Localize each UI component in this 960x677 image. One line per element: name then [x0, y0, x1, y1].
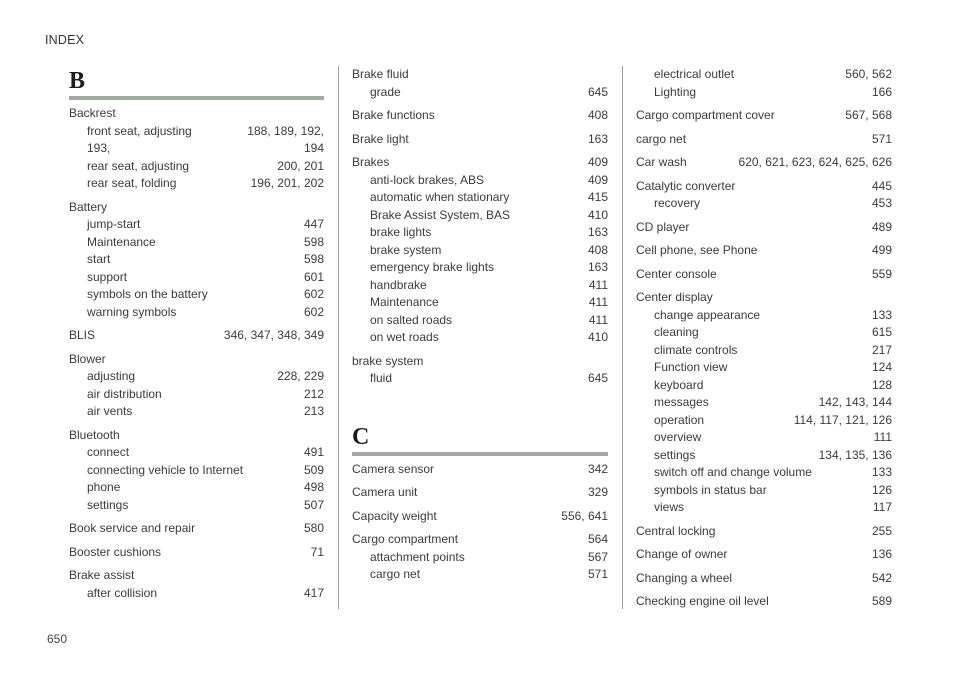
letter-section-header [69, 68, 324, 100]
entry-term: Brake light [352, 131, 409, 146]
subentry-term: handbrake [370, 277, 427, 292]
index-entry [352, 353, 608, 388]
subentry-pages: 228, 229 [277, 369, 324, 383]
subentry-pages: 114, 117, 121, 126 [793, 412, 892, 427]
subentry-term: cleaning [654, 325, 699, 339]
index-entry [352, 508, 608, 526]
index-subentry [352, 566, 608, 584]
index-entry-row [636, 242, 892, 260]
index-subentry [352, 312, 608, 330]
subentry-term: change appearance [654, 307, 761, 322]
subentry-term: overview [654, 430, 702, 444]
entry-term: BLIS [69, 328, 96, 342]
index-column-1 [69, 66, 324, 608]
entry-term: brake system [352, 353, 424, 368]
entry-term: Brake assist [69, 568, 135, 582]
subentry-pages: 213 [303, 404, 324, 418]
index-entry [69, 105, 324, 193]
entry-term: Cargo compartment [352, 532, 459, 546]
subentry-pages: 217 [871, 342, 892, 357]
subentry-term: switch off and change volume [654, 465, 812, 479]
subentry-term: Maintenance [87, 234, 156, 249]
subentry-term: start [87, 252, 111, 266]
letter-section-header [352, 424, 608, 456]
index-subentry [636, 447, 892, 465]
index-entry [352, 484, 608, 502]
subentry-term: air distribution [87, 386, 162, 401]
subentry-pages: 142, 143, 144 [818, 395, 892, 409]
entry-pages: 408 [587, 108, 608, 122]
entry-pages: 409 [587, 155, 608, 169]
index-entry [636, 570, 892, 588]
index-entry-row [69, 351, 324, 369]
index-entry [636, 178, 892, 213]
index-entry [636, 66, 892, 101]
index-subentry [69, 585, 324, 603]
subentry-pages: 453 [871, 196, 892, 210]
index-column-2 [352, 66, 608, 590]
index-entry [636, 219, 892, 237]
subentry-term: on salted roads [370, 312, 453, 327]
subentry-pages: 408 [587, 242, 608, 257]
index-subentry [636, 359, 892, 377]
subentry-pages: 212 [303, 386, 324, 401]
subentry-pages: 509 [303, 462, 324, 477]
index-subentry [636, 307, 892, 325]
index-entry-row [69, 544, 324, 562]
entry-term: Camera sensor [352, 461, 435, 476]
subentry-term: Brake Assist System, BAS [370, 207, 511, 222]
index-entry-row [352, 484, 608, 502]
index-entry [636, 523, 892, 541]
letter-heading: C [352, 423, 370, 450]
index-entry-row [636, 523, 892, 541]
index-subentry [69, 368, 324, 386]
entry-term: Book service and repair [69, 521, 196, 535]
subentry-term: cargo net [370, 567, 421, 581]
subentry-term: electrical outlet [654, 67, 735, 81]
index-entry [352, 461, 608, 479]
subentry-term: keyboard [654, 377, 704, 392]
entry-pages: 255 [871, 523, 892, 538]
subentry-pages: 133 [871, 307, 892, 322]
index-subentry [69, 140, 324, 158]
index-entry-row [352, 154, 608, 172]
index-subentry [352, 189, 608, 207]
index-subentry [69, 269, 324, 287]
index-entry [352, 66, 608, 101]
entry-term: Changing a wheel [636, 570, 733, 585]
subentry-term: support [87, 269, 128, 284]
entry-pages [602, 353, 608, 371]
column-divider [622, 66, 623, 609]
subentry-pages: 196, 201, 202 [250, 176, 324, 190]
entry-term: Car wash [636, 155, 687, 169]
entry-pages [318, 427, 324, 445]
subentry-term: views [654, 500, 685, 514]
subentry-term: after collision [87, 585, 158, 600]
subentry-term: Function view [654, 360, 728, 374]
index-entry-row [352, 66, 608, 84]
subentry-term: operation [654, 412, 705, 427]
page-header: INDEX [45, 33, 85, 47]
index-entry [69, 427, 324, 515]
entry-pages: 571 [871, 131, 892, 146]
subentry-term: anti-lock brakes, ABS [370, 172, 485, 187]
index-subentry [636, 499, 892, 517]
entry-term: Center display [636, 290, 713, 304]
subentry-pages: 111 [873, 430, 892, 444]
entry-term: Brakes [352, 155, 390, 169]
index-subentry [352, 277, 608, 295]
subentry-term: brake lights [370, 225, 432, 239]
index-subentry [69, 304, 324, 322]
index-entry-row [352, 461, 608, 479]
index-subentry [69, 251, 324, 269]
subentry-pages: 117 [872, 500, 892, 514]
subentry-term: symbols in status bar [654, 482, 767, 497]
index-subentry [636, 482, 892, 500]
entry-pages: 580 [303, 521, 324, 535]
index-subentry [352, 224, 608, 242]
subentry-pages: 411 [588, 277, 608, 292]
subentry-pages: 409 [587, 172, 608, 187]
index-subentry [352, 294, 608, 312]
entry-term: Center console [636, 266, 717, 281]
entry-pages: 489 [871, 219, 892, 234]
subentry-pages: 567 [587, 549, 608, 564]
index-subentry [69, 175, 324, 193]
index-subentry [636, 394, 892, 412]
subentry-pages: 602 [303, 287, 324, 301]
index-subentry [352, 84, 608, 102]
entry-pages [318, 105, 324, 123]
subentry-pages: 447 [303, 217, 324, 231]
subentry-pages: 507 [303, 497, 324, 512]
subentry-term: phone [87, 480, 121, 494]
index-entry [69, 544, 324, 562]
subentry-pages: 126 [871, 482, 892, 497]
subentry-pages: 124 [871, 360, 892, 374]
subentry-term: connect [87, 445, 130, 459]
entry-term: Change of owner [636, 547, 728, 561]
subentry-pages: 163 [587, 225, 608, 239]
subentry-pages: 602 [303, 304, 324, 319]
index-entry [352, 154, 608, 347]
subentry-pages: 200, 201 [277, 158, 324, 173]
index-entry-row [69, 105, 324, 123]
index-subentry [69, 286, 324, 304]
index-entry [352, 531, 608, 584]
entry-term: Brake functions [352, 108, 435, 122]
entry-term: Backrest [69, 106, 116, 120]
entry-pages: 136 [871, 547, 892, 561]
index-entry [352, 131, 608, 149]
entry-term: Bluetooth [69, 427, 120, 442]
entry-term: Camera unit [352, 485, 418, 499]
entry-pages [318, 199, 324, 217]
entry-term: Booster cushions [69, 544, 162, 559]
index-entry [69, 520, 324, 538]
subentry-term: connecting vehicle to Internet [87, 462, 244, 477]
subentry-pages: 410 [587, 330, 608, 344]
section-gap [352, 394, 608, 422]
index-entry [636, 131, 892, 149]
subentry-term: messages [654, 395, 709, 409]
subentry-pages: 645 [587, 371, 608, 385]
subentry-pages: 560, 562 [845, 67, 892, 81]
entry-pages: 329 [587, 485, 608, 499]
entry-pages: 589 [871, 594, 892, 608]
index-subentry [636, 412, 892, 430]
index-subentry [69, 403, 324, 421]
entry-term: Catalytic converter [636, 178, 736, 193]
subentry-pages: 133 [871, 465, 892, 479]
index-entry-row [352, 131, 608, 149]
column-divider [338, 66, 339, 609]
subentry-term: brake system [370, 242, 442, 257]
index-entry [69, 351, 324, 421]
letter-rule [352, 452, 608, 456]
subentry-term: automatic when stationary [370, 190, 510, 204]
entry-term: Central locking [636, 523, 716, 538]
index-subentry [69, 216, 324, 234]
index-entry-row [69, 520, 324, 538]
index-entry [69, 327, 324, 345]
index-entry-row [352, 353, 608, 371]
subentry-pages: 166 [871, 84, 892, 99]
subentry-term: warning symbols [87, 304, 177, 319]
entry-pages: 499 [871, 243, 892, 257]
subentry-pages: 615 [871, 325, 892, 339]
entry-pages: 445 [871, 178, 892, 193]
entry-pages: 559 [871, 266, 892, 281]
index-subentry [352, 549, 608, 567]
entry-term: Cell phone, see Phone [636, 243, 758, 257]
index-entry [636, 593, 892, 611]
index-entry-row [636, 593, 892, 611]
subentry-pages: 410 [587, 207, 608, 222]
entry-pages [602, 66, 608, 84]
subentry-pages: 601 [303, 269, 324, 284]
entry-term: Capacity weight [352, 508, 437, 523]
subentry-term: attachment points [370, 549, 465, 564]
index-entry-row [636, 546, 892, 564]
index-subentry [69, 479, 324, 497]
index-subentry [352, 370, 608, 388]
index-subentry [636, 377, 892, 395]
subentry-term: recovery [654, 196, 701, 210]
entry-pages [318, 351, 324, 369]
index-entry [636, 154, 892, 172]
entry-pages [318, 567, 324, 585]
index-entry-row [69, 199, 324, 217]
subentry-pages: 598 [303, 252, 324, 266]
subentry-term: rear seat, folding [87, 176, 177, 190]
subentry-pages: 571 [587, 567, 608, 581]
index-entry-row [636, 131, 892, 149]
subentry-term: settings [87, 497, 129, 512]
index-entry-row [352, 531, 608, 549]
subentry-term: settings [654, 447, 696, 462]
entry-pages: 163 [587, 131, 608, 146]
entry-term: Checking engine oil level [636, 594, 769, 608]
subentry-term: adjusting [87, 369, 136, 383]
subentry-pages: 598 [303, 234, 324, 249]
entry-pages: 564 [587, 532, 608, 546]
index-subentry [636, 429, 892, 447]
index-subentry [69, 123, 324, 141]
entry-pages: 342 [587, 461, 608, 476]
index-subentry [636, 195, 892, 213]
subentry-term: on wet roads [370, 330, 439, 344]
subentry-term: emergency brake lights [370, 260, 495, 274]
index-entry-row [636, 154, 892, 172]
index-subentry [352, 242, 608, 260]
entry-term: CD player [636, 219, 690, 234]
entry-term: Cargo compartment cover [636, 108, 775, 122]
index-entry-row [69, 567, 324, 585]
index-subentry [636, 324, 892, 342]
index-subentry [352, 259, 608, 277]
index-subentry [352, 329, 608, 347]
index-subentry [352, 207, 608, 225]
subentry-pages: 194 [303, 141, 324, 155]
subentry-term: fluid [370, 371, 393, 385]
index-subentry [69, 386, 324, 404]
index-entry [352, 107, 608, 125]
entry-pages: 71 [310, 544, 324, 559]
index-entry-row [636, 289, 892, 307]
subentry-pages: 411 [588, 295, 608, 309]
subentry-term: rear seat, adjusting [87, 158, 190, 173]
index-entry-row [69, 327, 324, 345]
entry-pages: 620, 621, 623, 624, 625, 626 [738, 155, 892, 169]
index-subentry [636, 464, 892, 482]
entry-term: Blower [69, 351, 106, 366]
index-entry-row [352, 508, 608, 526]
index-entry-row [636, 570, 892, 588]
entry-pages: 556, 641 [561, 508, 608, 523]
subentry-pages: 645 [587, 84, 608, 99]
subentry-pages: 134, 135, 136 [818, 447, 892, 462]
subentry-term: 193, [87, 141, 111, 155]
subentry-pages: 417 [303, 585, 324, 600]
index-entry-row [636, 266, 892, 284]
index-entry-row [352, 107, 608, 125]
subentry-term: climate controls [654, 342, 738, 357]
index-subentry [636, 342, 892, 360]
index-subentry [352, 172, 608, 190]
entry-pages [886, 289, 892, 307]
index-entry-row [636, 107, 892, 125]
subentry-term: Maintenance [370, 295, 439, 309]
subentry-term: air vents [87, 404, 133, 418]
index-subentry [69, 444, 324, 462]
subentry-pages: 491 [303, 445, 324, 459]
index-entry [636, 107, 892, 125]
subentry-term: Lighting [654, 84, 697, 99]
index-entry-row [636, 178, 892, 196]
letter-rule [69, 96, 324, 100]
entry-pages: 567, 568 [845, 108, 892, 122]
index-entry [69, 199, 324, 322]
index-subentry [69, 462, 324, 480]
subentry-term: grade [370, 84, 401, 99]
index-subentry [636, 84, 892, 102]
entry-term: Battery [69, 199, 108, 214]
subentry-pages: 411 [588, 312, 608, 327]
index-subentry [636, 66, 892, 84]
subentry-pages: 163 [587, 260, 608, 274]
subentry-term: front seat, adjusting [87, 123, 192, 138]
entry-term: cargo net [636, 131, 687, 146]
index-entry-row [69, 427, 324, 445]
subentry-pages: 188, 189, 192, [247, 123, 324, 138]
subentry-pages: 415 [587, 190, 608, 204]
index-entry [636, 242, 892, 260]
index-entry [636, 266, 892, 284]
index-entry [636, 546, 892, 564]
index-subentry [69, 234, 324, 252]
subentry-pages: 128 [871, 377, 892, 392]
entry-pages: 542 [871, 570, 892, 585]
index-entry [69, 567, 324, 602]
subentry-pages: 498 [303, 480, 324, 494]
index-column-3 [636, 66, 892, 617]
subentry-term: jump-start [87, 217, 141, 231]
index-entry-row [636, 219, 892, 237]
entry-term: Brake fluid [352, 67, 409, 81]
entry-pages: 346, 347, 348, 349 [223, 328, 324, 342]
page-number: 650 [47, 632, 68, 646]
index-entry [636, 289, 892, 517]
index-subentry [69, 158, 324, 176]
subentry-term: symbols on the battery [87, 287, 208, 301]
index-subentry [69, 497, 324, 515]
letter-heading: B [69, 68, 86, 94]
